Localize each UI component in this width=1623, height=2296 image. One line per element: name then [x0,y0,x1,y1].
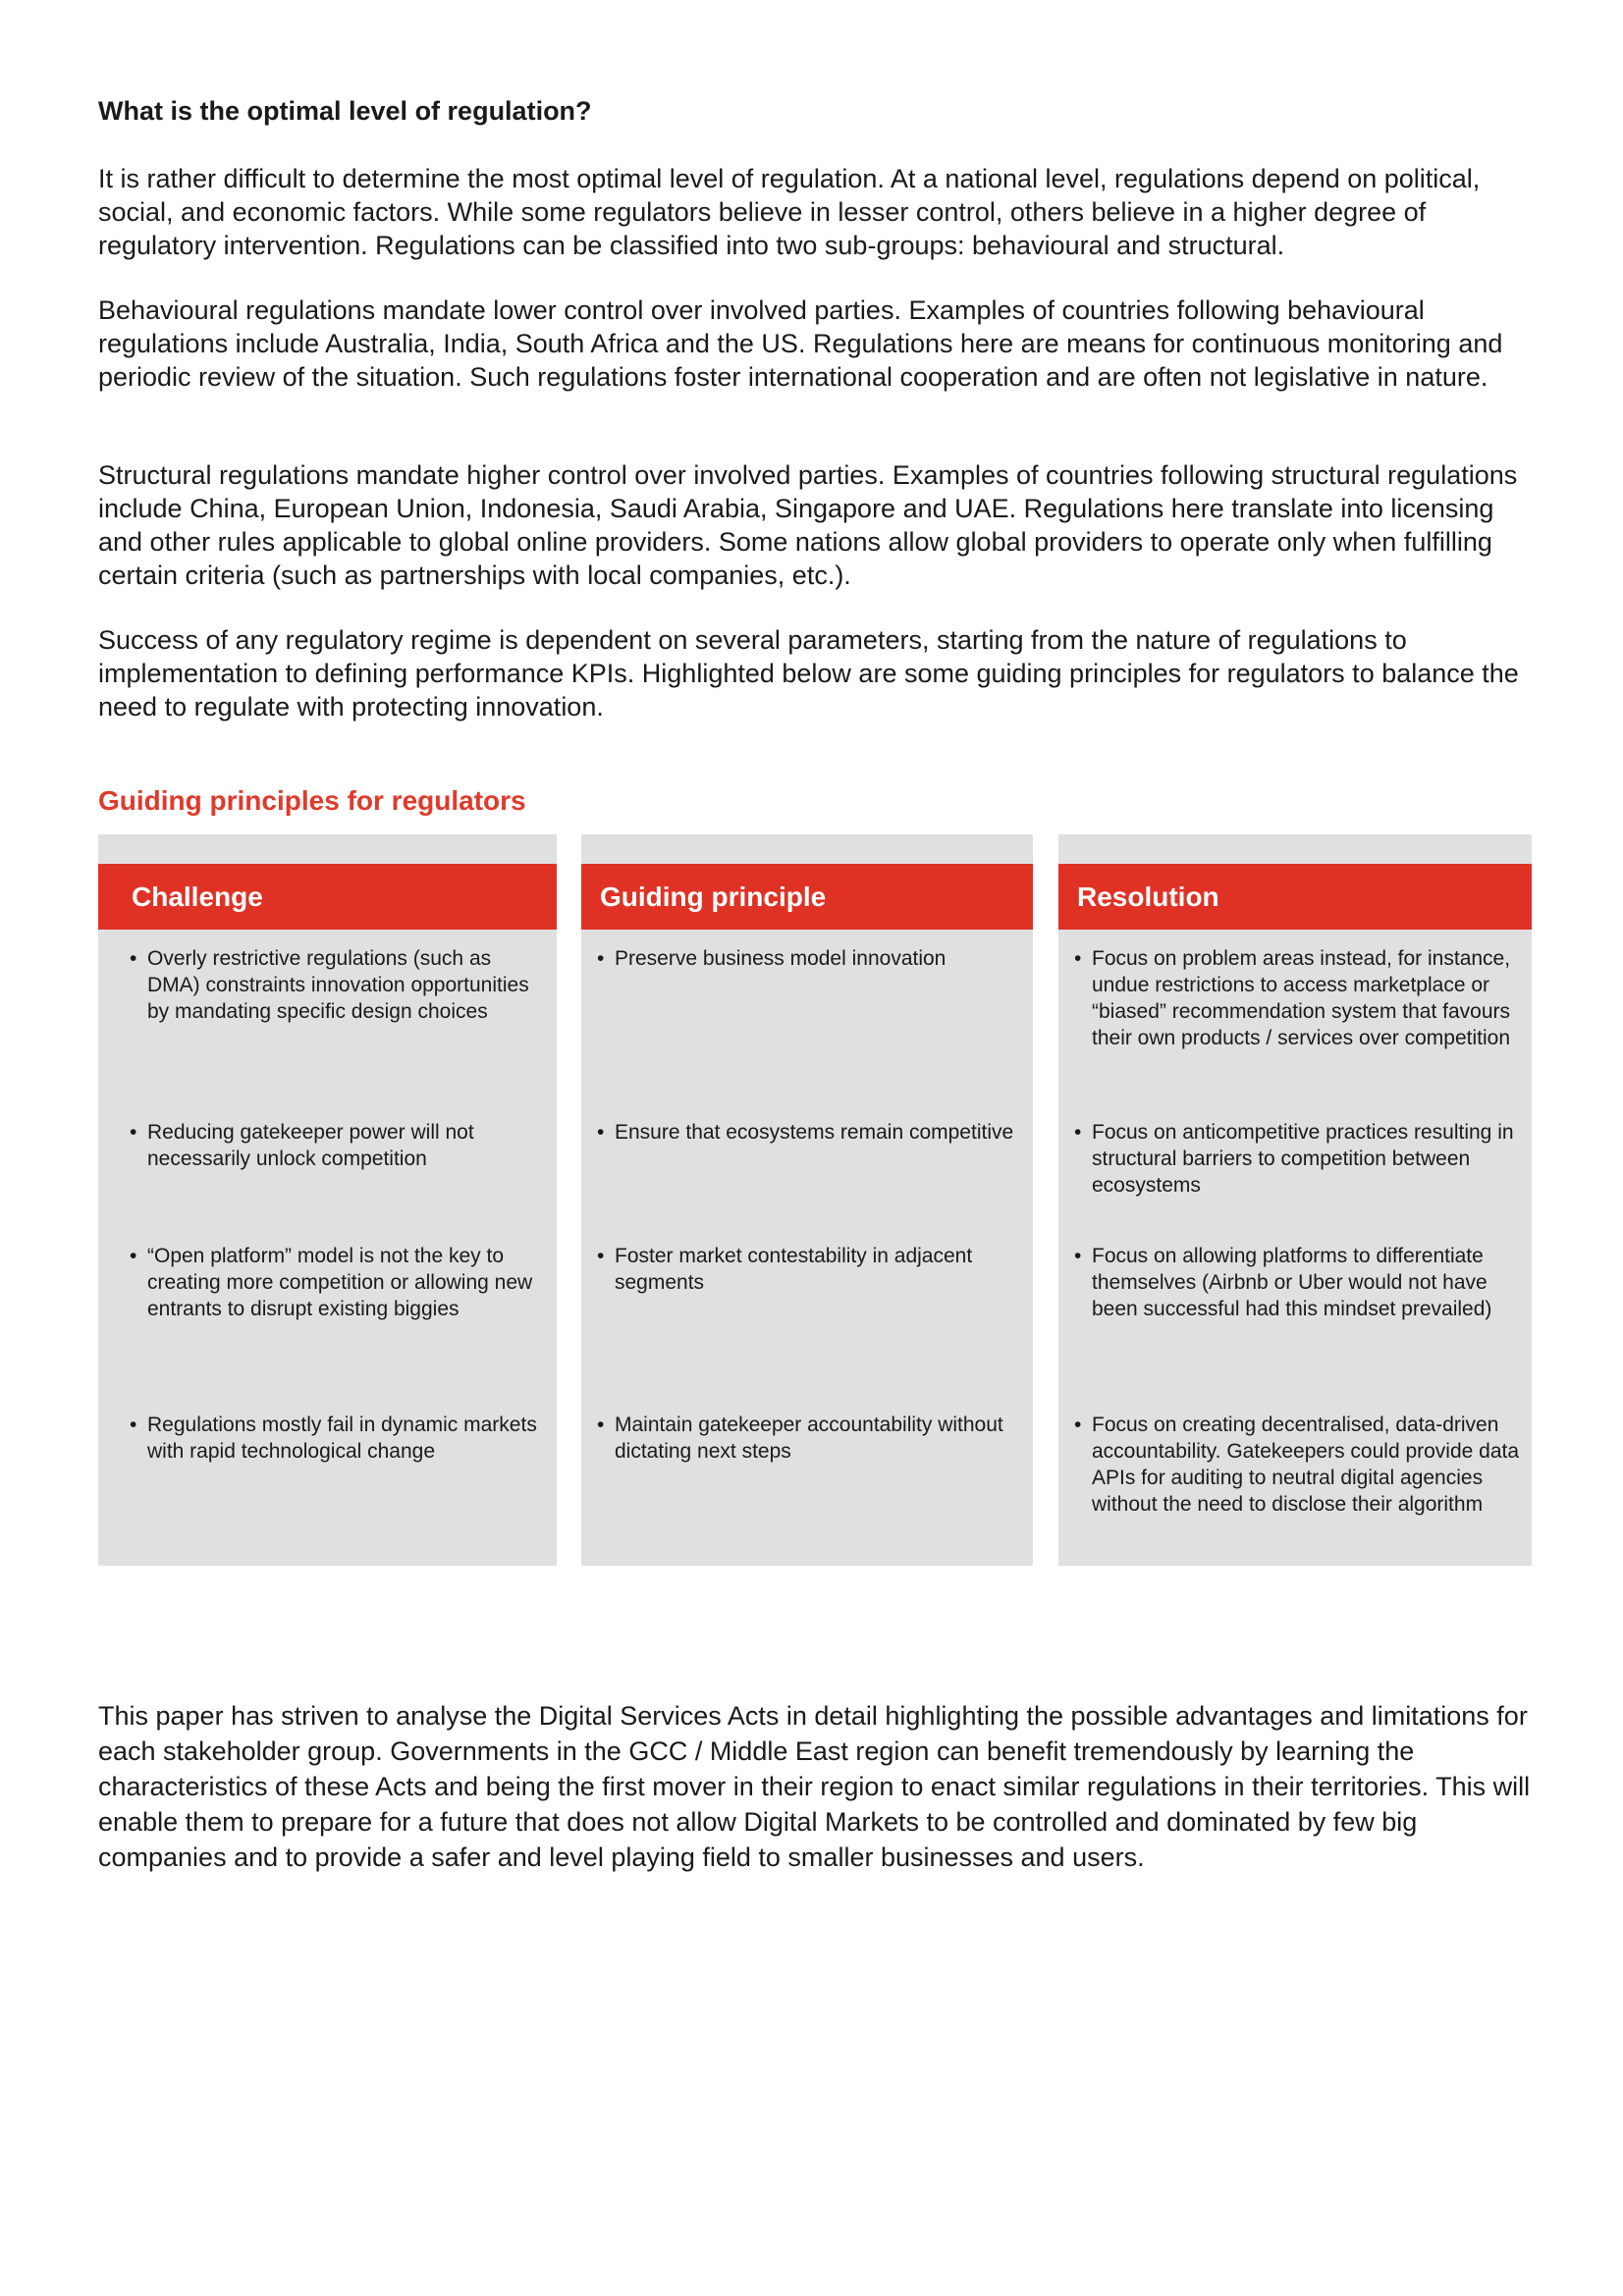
paragraph-intro: It is rather difficult to determine the most optimal level of regulation. At a national level, regulations depend on political, social, and economic factors. While some regulators believe in lesser control, others believe in a higher degree of regulatory intervention. Regulations can be classified into two sub-groups: behavioural and structural. [98,164,1481,260]
guiding-principle-item: • Maintain gatekeeper accountability without dictating next steps [597,1412,1027,1465]
paragraph-structural: Structural regulations mandate higher control over involved parties. Examples of countries following structural regulations include China, European Union, Indonesia, Saudi Arabia, Singapore and UAE. Regulations here translate into licensing and other rules applicable to global online providers. Some nations allow global providers to operate only when fulfilling certain criteria (such as partnerships with local companies, etc.). [98,460,1518,590]
page-heading: What is the optimal level of regulation? [98,96,592,126]
closing-paragraph: This paper has striven to analyse the Digital Services Acts in detail highlighting the possible advantages and limitations for each stakeholder group. Governments in the GCC / Middle East region can benefit tremendously by learning the characteristics of these Acts and being the first mover in their region to enact similar regulations in their territories. This will enable them to prepare for a future that does not allow Digital Markets to be controlled and dominated by few big companies and to provide a safer and level playing field to smaller businesses and users. [98,1701,1531,1872]
resolution-item: • Focus on anticompetitive practices resulting in structural barriers to competition between ecosystems [1074,1119,1539,1199]
challenge-item: • Reducing gatekeeper power will not necessarily unlock competition [130,1119,545,1172]
challenge-item: • “Open platform” model is not the key to creating more competition or allowing new entrants to disrupt existing biggies [130,1243,545,1322]
resolution-item: • Focus on problem areas instead, for instance, undue restrictions to access marketplace or “biased” recommendation system that favours their own products / services over competition [1074,945,1539,1051]
guiding-principle-column [581,834,1033,1566]
resolution-column [1058,834,1532,1566]
guiding-principle-item: • Ensure that ecosystems remain competitive [597,1119,1027,1146]
guiding-principle-item: • Preserve business model innovation [597,945,1027,972]
challenge-column [98,834,557,1566]
paragraph-behavioural: Behavioural regulations mandate lower control over involved parties. Examples of countries following behavioural regulations include Australia, India, South Africa and the US. Regulations here are means for continuous monitoring and periodic review of the situation. Such regulations foster international cooperation and are often not legislative in nature. [98,295,1503,392]
challenge-item: • Overly restrictive regulations (such as DMA) constraints innovation opportunities by mandating specific design choices [130,945,545,1025]
resolution-item: • Focus on allowing platforms to differentiate themselves (Airbnb or Uber would not have been successful had this mindset prevailed) [1074,1243,1539,1322]
guiding-principle-header: Guiding principle [581,864,1033,930]
challenge-item: • Regulations mostly fail in dynamic markets with rapid technological change [130,1412,545,1465]
challenge-header: Challenge [98,864,557,930]
section-title: Guiding principles for regulators [98,785,526,816]
resolution-item: • Focus on creating decentralised, data-driven accountability. Gatekeepers could provide data APIs for auditing to neutral digital agencies without the need to disclose their algorithm [1074,1412,1539,1518]
guiding-principle-item: • Foster market contestability in adjacent segments [597,1243,1027,1296]
resolution-header: Resolution [1058,864,1532,930]
paragraph-success: Success of any regulatory regime is dependent on several parameters, starting from the nature of regulations to implementation to defining performance KPIs. Highlighted below are some guiding principles for regulators to balance the need to regulate with protecting innovation. [98,625,1519,721]
